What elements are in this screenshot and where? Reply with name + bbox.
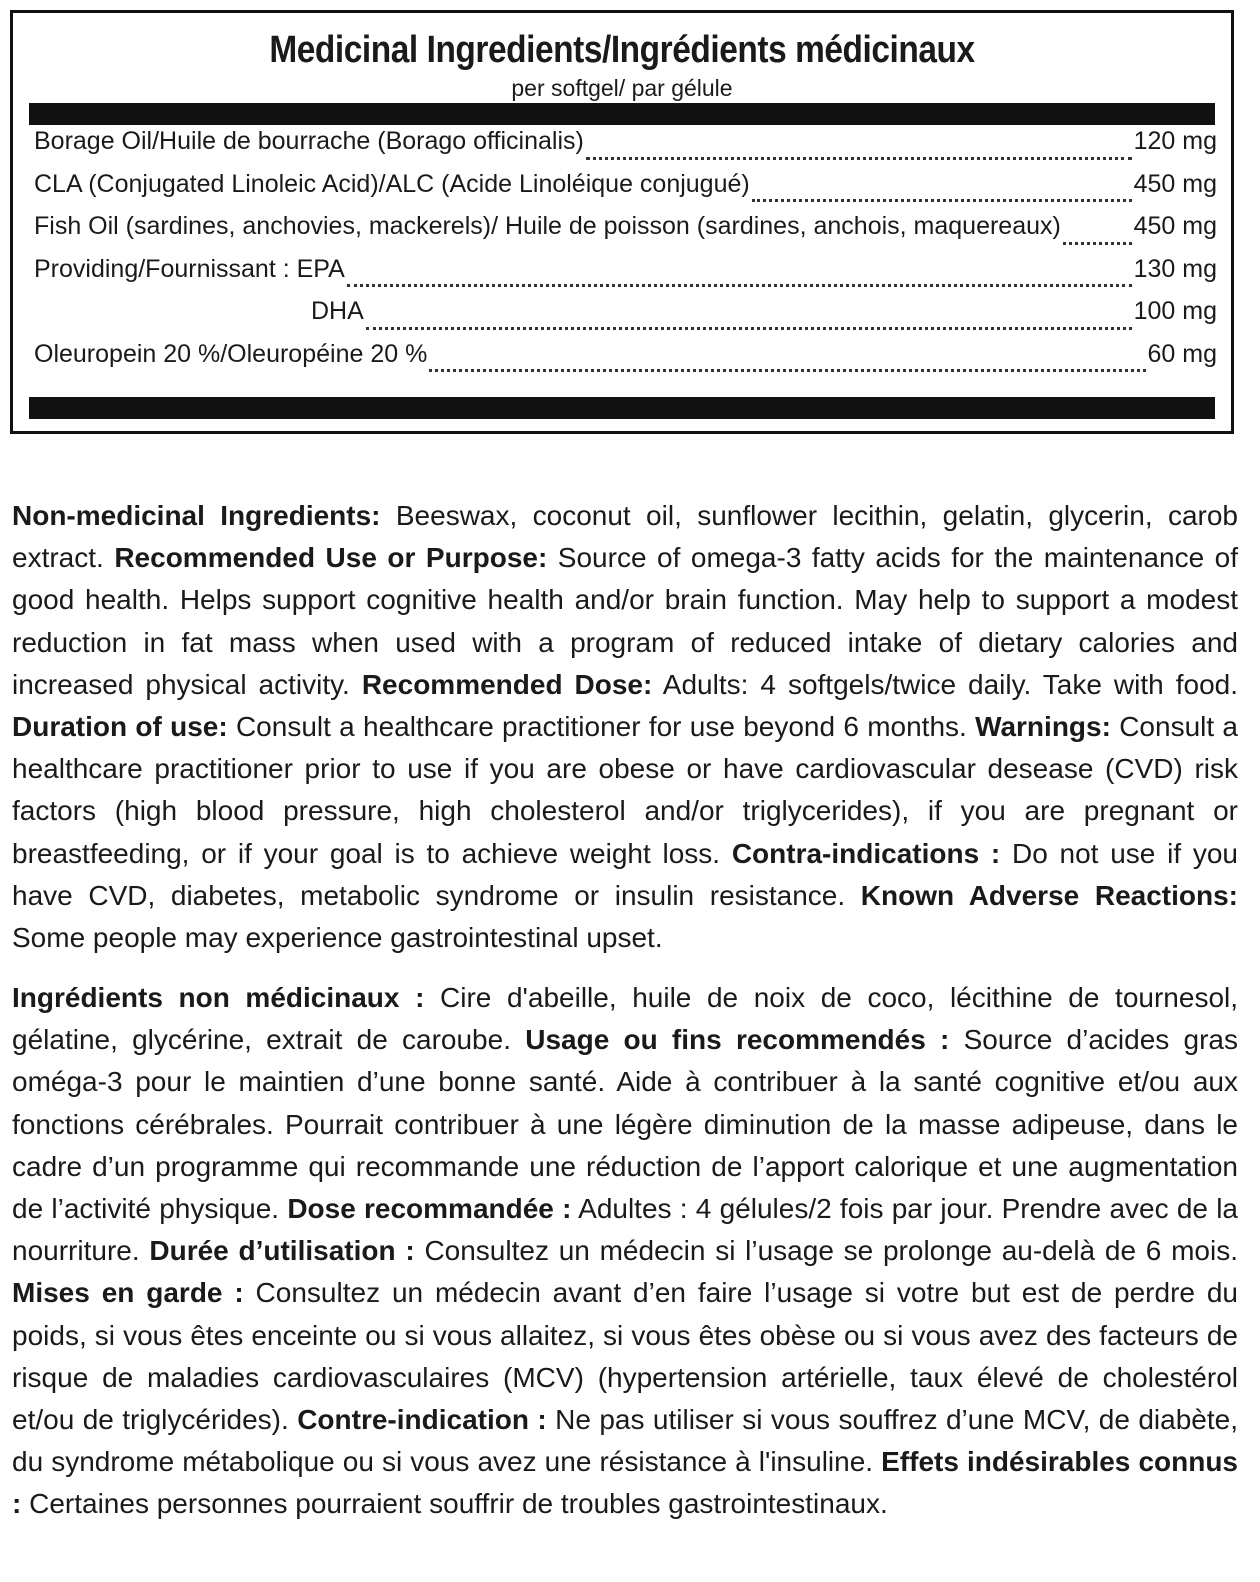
duration-label: Duration of use: (12, 711, 228, 743)
warnings-label: Warnings: (975, 711, 1111, 743)
ingredient-name: DHA (311, 297, 364, 325)
ingredient-amount: 100 mg (1133, 297, 1217, 325)
ingredient-amount: 450 mg (1133, 212, 1217, 240)
dot-leader (1063, 242, 1132, 245)
contra-label: Contre-indication : (297, 1404, 547, 1436)
ingredient-amount: 130 mg (1133, 254, 1217, 283)
adverse-text: Certaines personnes pourraient souffrir de troubles gastrointestinaux. (21, 1488, 888, 1520)
ingredient-amount: 120 mg (1133, 127, 1217, 155)
ingredient-row (34, 297, 1217, 340)
dose-text: Adults: 4 softgels/twice daily. Take with food. (652, 668, 1238, 700)
ingredient-row (34, 340, 1217, 383)
ingredient-row (34, 255, 1217, 298)
dot-leader (752, 199, 1132, 202)
use-text: Source of omega-3 fatty acids for the maintenance of good health. Helps support cognitive health and/or brain function. May help to support a modest reduction in fat mass when used with a program of reduced intake of dietary calories and increased physical activity. (12, 542, 1239, 700)
ingredient-name: Fish Oil (sardines, anchovies, mackerels)/ Huile de poisson (sardines, anchois, maquereaux) (34, 212, 1061, 240)
nonmed-label: Ingrédients non médicinaux : (12, 982, 425, 1013)
adverse-text: Some people may experience gastrointestinal upset. (12, 922, 663, 954)
warnings-text: Consultez un médecin avant d’en faire l’usage si votre but est de perdre du poids, si vous êtes enceinte ou si vous allaitez, si vous êtes obèse ou si vous avez des facteurs de risque de maladies cardiovasculaires (MCV) (hypertension artérielle, taux élevé de cholestérol et/ou de triglycérides). (12, 1277, 1238, 1436)
use-label: Recommended Use or Purpose: (114, 542, 548, 574)
dot-leader (586, 157, 1132, 160)
ingredient-amount: 450 mg (1133, 169, 1217, 198)
warnings-label: Mises en garde : (12, 1277, 244, 1309)
ingredient-name: Borage Oil/Huile de bourrache (Borago officinalis) (34, 127, 584, 155)
dot-leader (366, 327, 1132, 330)
ingredient-row (34, 212, 1217, 255)
contra-text: Ne pas utiliser si vous souffrez d’une MCV, de diabète, du syndrome métabolique ou si vous avez une résistance à l'insuline. (12, 1404, 1238, 1478)
ingredient-name: Providing/Fournissant : EPA (34, 254, 345, 283)
table-title: Medicinal Ingredients/Ingrédients médicinaux (269, 29, 975, 71)
ingredient-name: CLA (Conjugated Linoleic Acid)/ALC (Acide Linoléique conjugué) (34, 169, 750, 198)
ingredient-row (34, 170, 1217, 213)
dose-label: Dose recommandée : (287, 1193, 572, 1225)
nonmed-text: Beeswax, coconut oil, sunflower lecithin, gelatin, glycerin, carob extract. (12, 500, 1238, 574)
bottom-divider-bar (29, 397, 1215, 419)
adverse-label: Effets indésirables connus : (12, 1446, 1238, 1520)
ingredient-name: Oleuropein 20 %/Oleuropéine 20 % (34, 339, 428, 368)
french-label-paragraph (12, 977, 1238, 1526)
adverse-label: Known Adverse Reactions: (860, 879, 1238, 911)
dot-leader (429, 369, 1145, 372)
dot-leader (347, 284, 1132, 287)
ingredient-row (34, 127, 1217, 170)
use-text: Source d’acides gras oméga-3 pour le maintien d’une bonne santé. Aide à contribuer à la santé cognitive et/ou aux fonctions cérébrales. Pourrait contribuer à une légère diminution de la masse adipeuse, dans le cadre d’un programme qui recommande une réduction de l’apport calorique et une augmentation de l’activité physique. (12, 1024, 1238, 1225)
dose-text: Adultes : 4 gélules/2 fois par jour. Prendre avec de la nourriture. (12, 1193, 1239, 1267)
top-divider-bar (29, 103, 1215, 125)
dose-label: Recommended Dose: (361, 668, 653, 700)
duration-label: Durée d’utilisation : (149, 1235, 415, 1267)
ingredient-amount: 60 mg (1147, 339, 1217, 368)
contra-text: Do not use if you have CVD, diabetes, metabolic syndrome or insulin resistance. (12, 837, 1238, 911)
medicinal-ingredients-table (10, 10, 1234, 434)
nonmed-text: Cire d'abeille, huile de noix de coco, lécithine de tournesol, gélatine, glycérine, extrait de caroube. (12, 982, 1239, 1056)
english-label-paragraph (12, 495, 1238, 959)
use-label: Usage ou fins recommendés : (525, 1024, 950, 1056)
table-subtitle: per softgel/ par gélule (511, 75, 733, 101)
contra-label: Contra-indications : (731, 837, 1001, 869)
warnings-text: Consult a healthcare practitioner prior to use if you are obese or have cardiovascular desease (CVD) risk factors (high blood pressure, high cholesterol and/or triglycerides), if you are pregnant or breastfeeding, or if your goal is to achieve weight loss. (12, 711, 1238, 869)
nonmed-label: Non-medicinal Ingredients: (12, 500, 381, 531)
duration-text: Consultez un médecin si l’usage se prolonge au-delà de 6 mois. (414, 1235, 1238, 1267)
ingredient-rows (34, 127, 1217, 382)
duration-text: Consult a healthcare practitioner for use beyond 6 months. (227, 711, 976, 743)
